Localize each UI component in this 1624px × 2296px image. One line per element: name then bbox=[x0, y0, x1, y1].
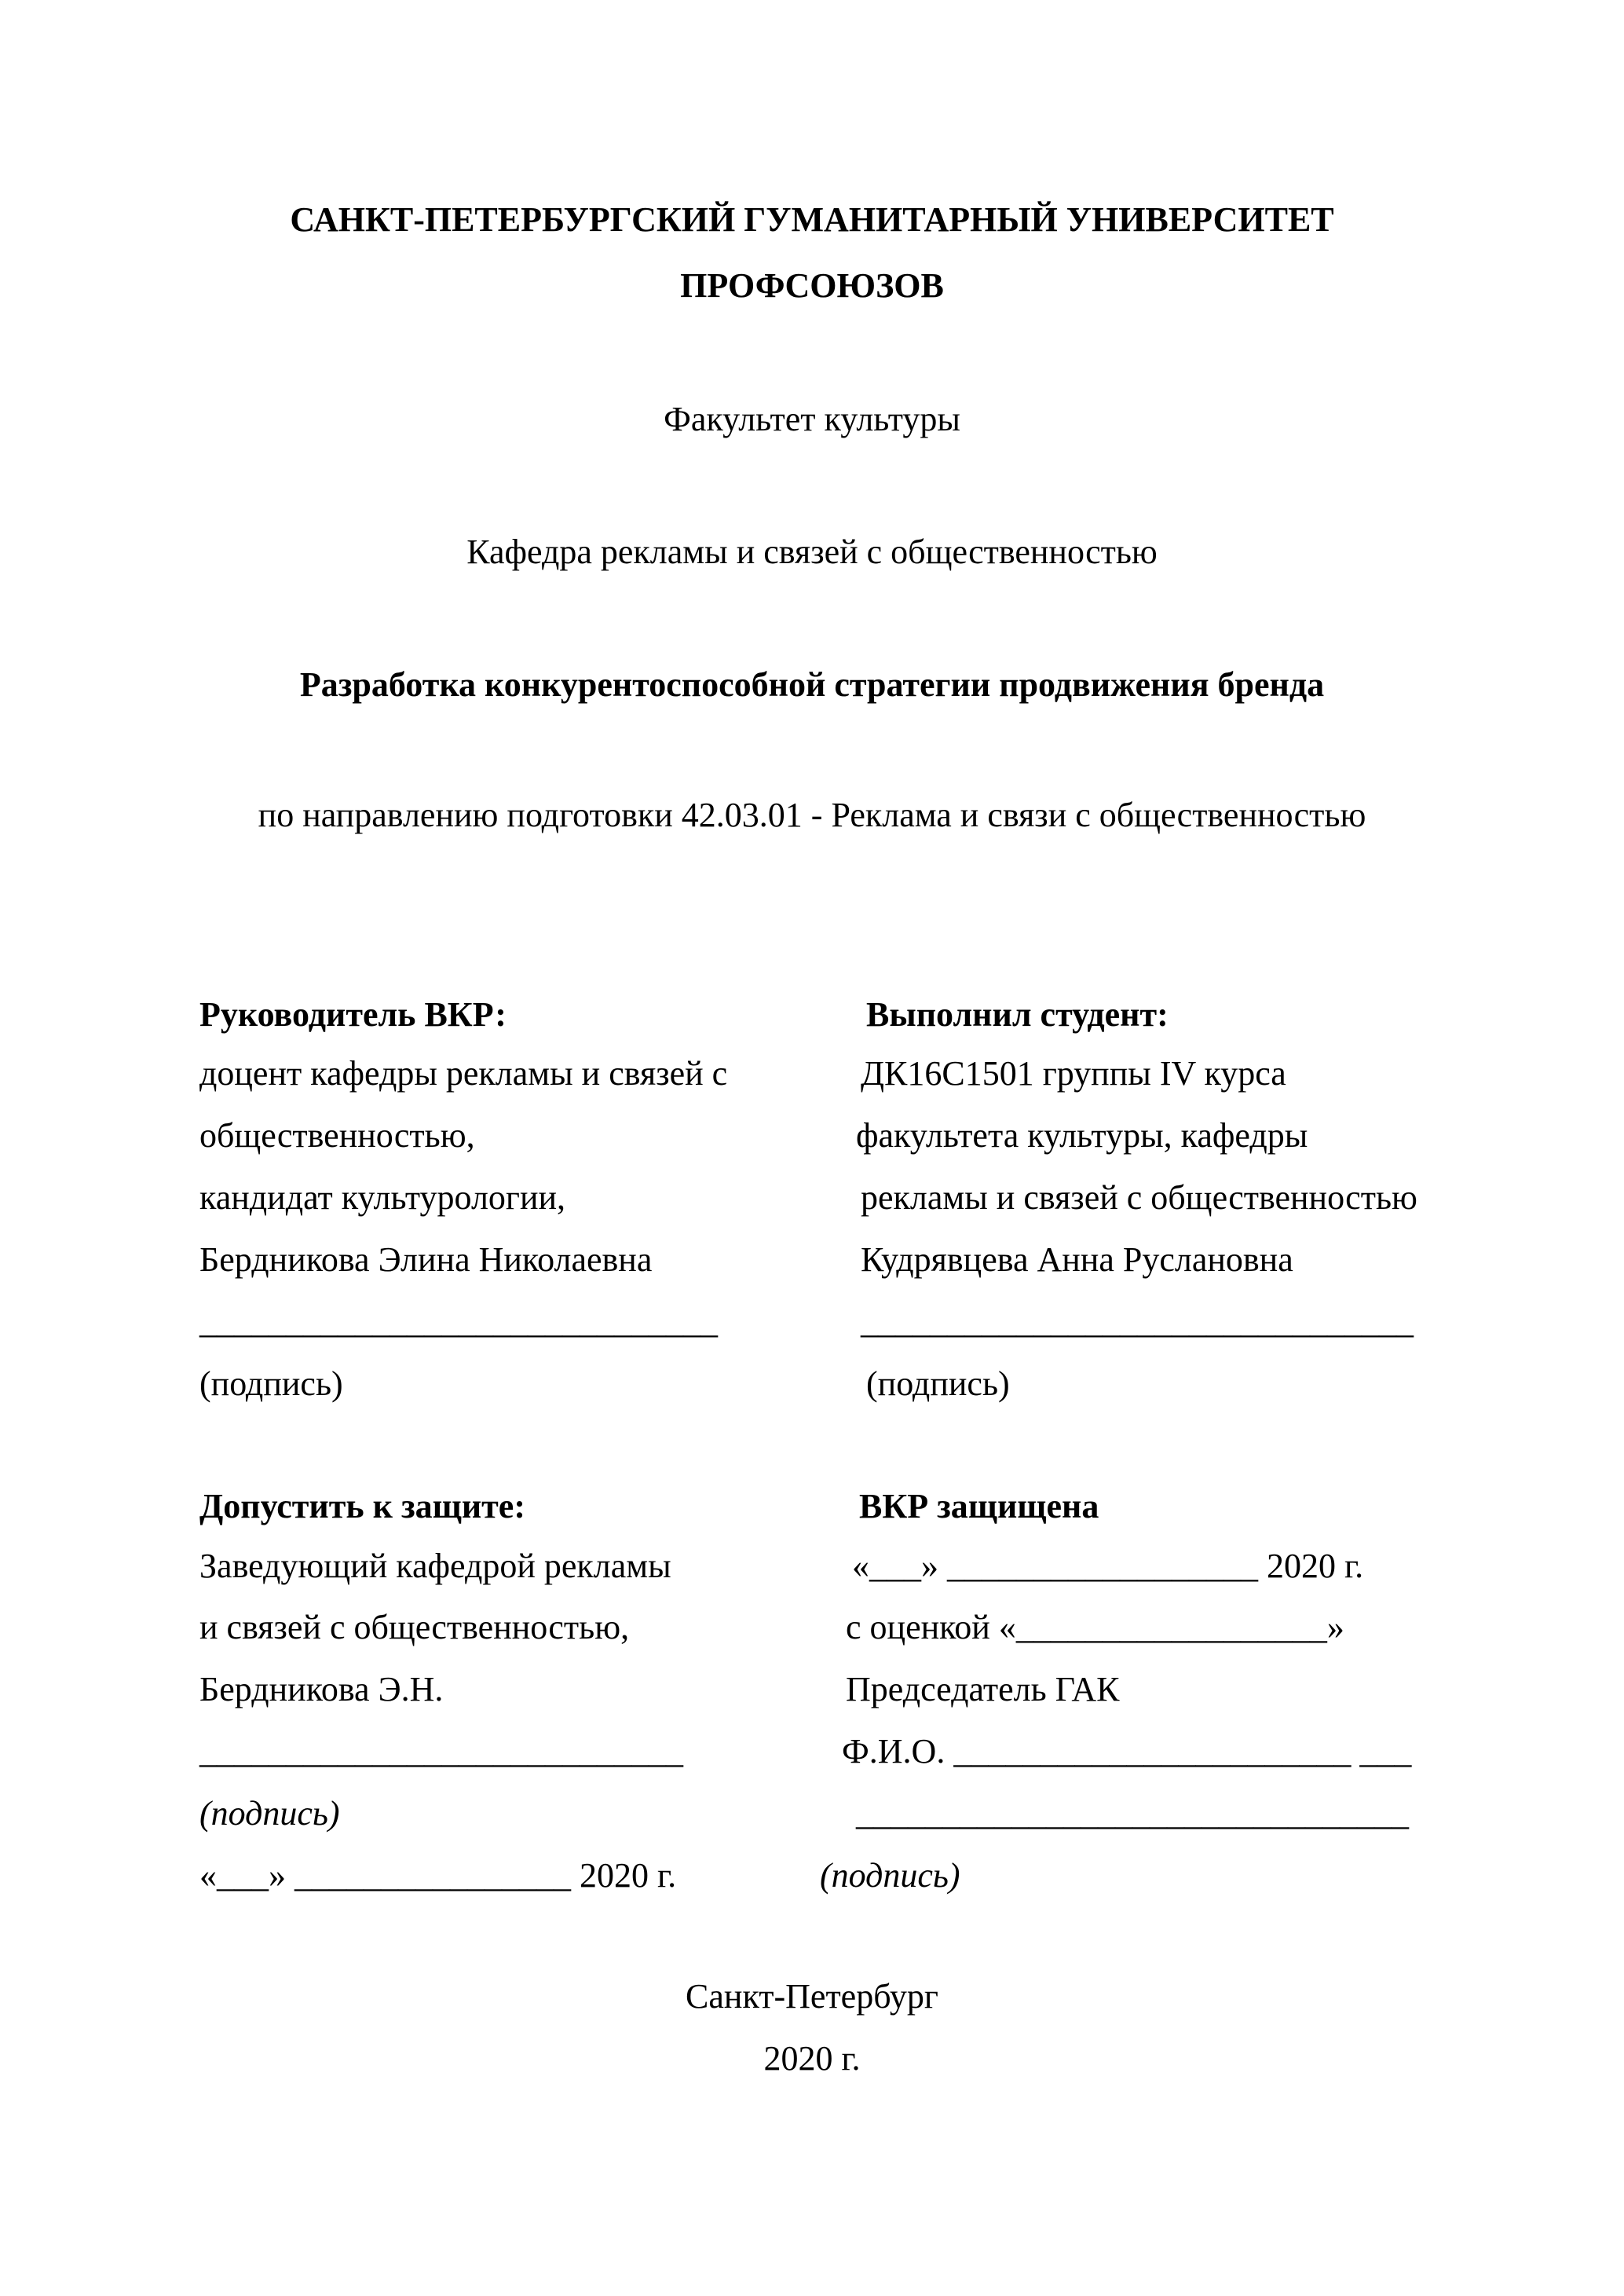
faculty: Факультет культуры bbox=[664, 400, 960, 438]
admission-signature-line: ____________________________ bbox=[199, 1732, 683, 1771]
footer-year: 2020 г. bbox=[763, 2039, 861, 2078]
supervisor-heading: Руководитель ВКР: bbox=[199, 995, 507, 1034]
admission-name: Бердникова Э.Н. bbox=[199, 1670, 444, 1708]
supervisor-line: общественностью, bbox=[199, 1116, 475, 1155]
footer-city: Санкт-Петербург bbox=[686, 1977, 938, 2016]
defense-chair: Председатель ГАК bbox=[846, 1670, 1120, 1708]
student-line: рекламы и связей с общественностью bbox=[861, 1178, 1417, 1217]
student-line: факультета культуры, кафедры bbox=[856, 1116, 1308, 1155]
student-name: Кудрявцева Анна Руслановна bbox=[861, 1240, 1293, 1279]
admission-date-line: «___» ________________ 2020 г. bbox=[199, 1856, 677, 1895]
admission-heading: Допустить к защите: bbox=[199, 1487, 525, 1525]
department: Кафедра рекламы и связей с общественностью bbox=[466, 533, 1158, 571]
student-heading: Выполнил студент: bbox=[866, 995, 1169, 1034]
defense-date-line: «___» __________________ 2020 г. bbox=[852, 1547, 1364, 1585]
university-name-line2: ПРОФСОЮЗОВ bbox=[680, 266, 944, 305]
student-signature-label: (подпись) bbox=[866, 1364, 1010, 1403]
defense-signature-line: ________________________________ bbox=[856, 1794, 1409, 1833]
defense-grade-line: с оценкой «__________________» bbox=[846, 1608, 1344, 1646]
defense-heading: ВКР защищена bbox=[859, 1487, 1099, 1525]
admission-line: и связей с общественностью, bbox=[199, 1608, 630, 1646]
defense-signature-label: (подпись) bbox=[820, 1856, 960, 1895]
student-signature-line: ________________________________ bbox=[861, 1302, 1414, 1341]
admission-signature-label: (подпись) bbox=[199, 1794, 340, 1833]
student-line: ДК16С1501 группы IV курса bbox=[861, 1054, 1286, 1093]
supervisor-line: доцент кафедры рекламы и связей с bbox=[199, 1054, 728, 1093]
study-direction: по направлению подготовки 42.03.01 - Реклама и связи с общественностью bbox=[258, 796, 1366, 834]
supervisor-signature-line: ______________________________ bbox=[199, 1302, 718, 1341]
supervisor-signature-label: (подпись) bbox=[199, 1364, 343, 1403]
thesis-title: Разработка конкурентоспособной стратегии продвижения бренда bbox=[299, 665, 1325, 704]
supervisor-name: Бердникова Элина Николаевна bbox=[199, 1240, 653, 1279]
university-name-line1: САНКТ-ПЕТЕРБУРГСКИЙ ГУМАНИТАРНЫЙ УНИВЕРСИТЕТ bbox=[290, 200, 1334, 239]
supervisor-line: кандидат культурологии, bbox=[199, 1178, 566, 1217]
defense-fio-line: Ф.И.О. _______________________ ___ bbox=[842, 1732, 1412, 1771]
admission-line: Заведующий кафедрой рекламы bbox=[199, 1547, 671, 1585]
